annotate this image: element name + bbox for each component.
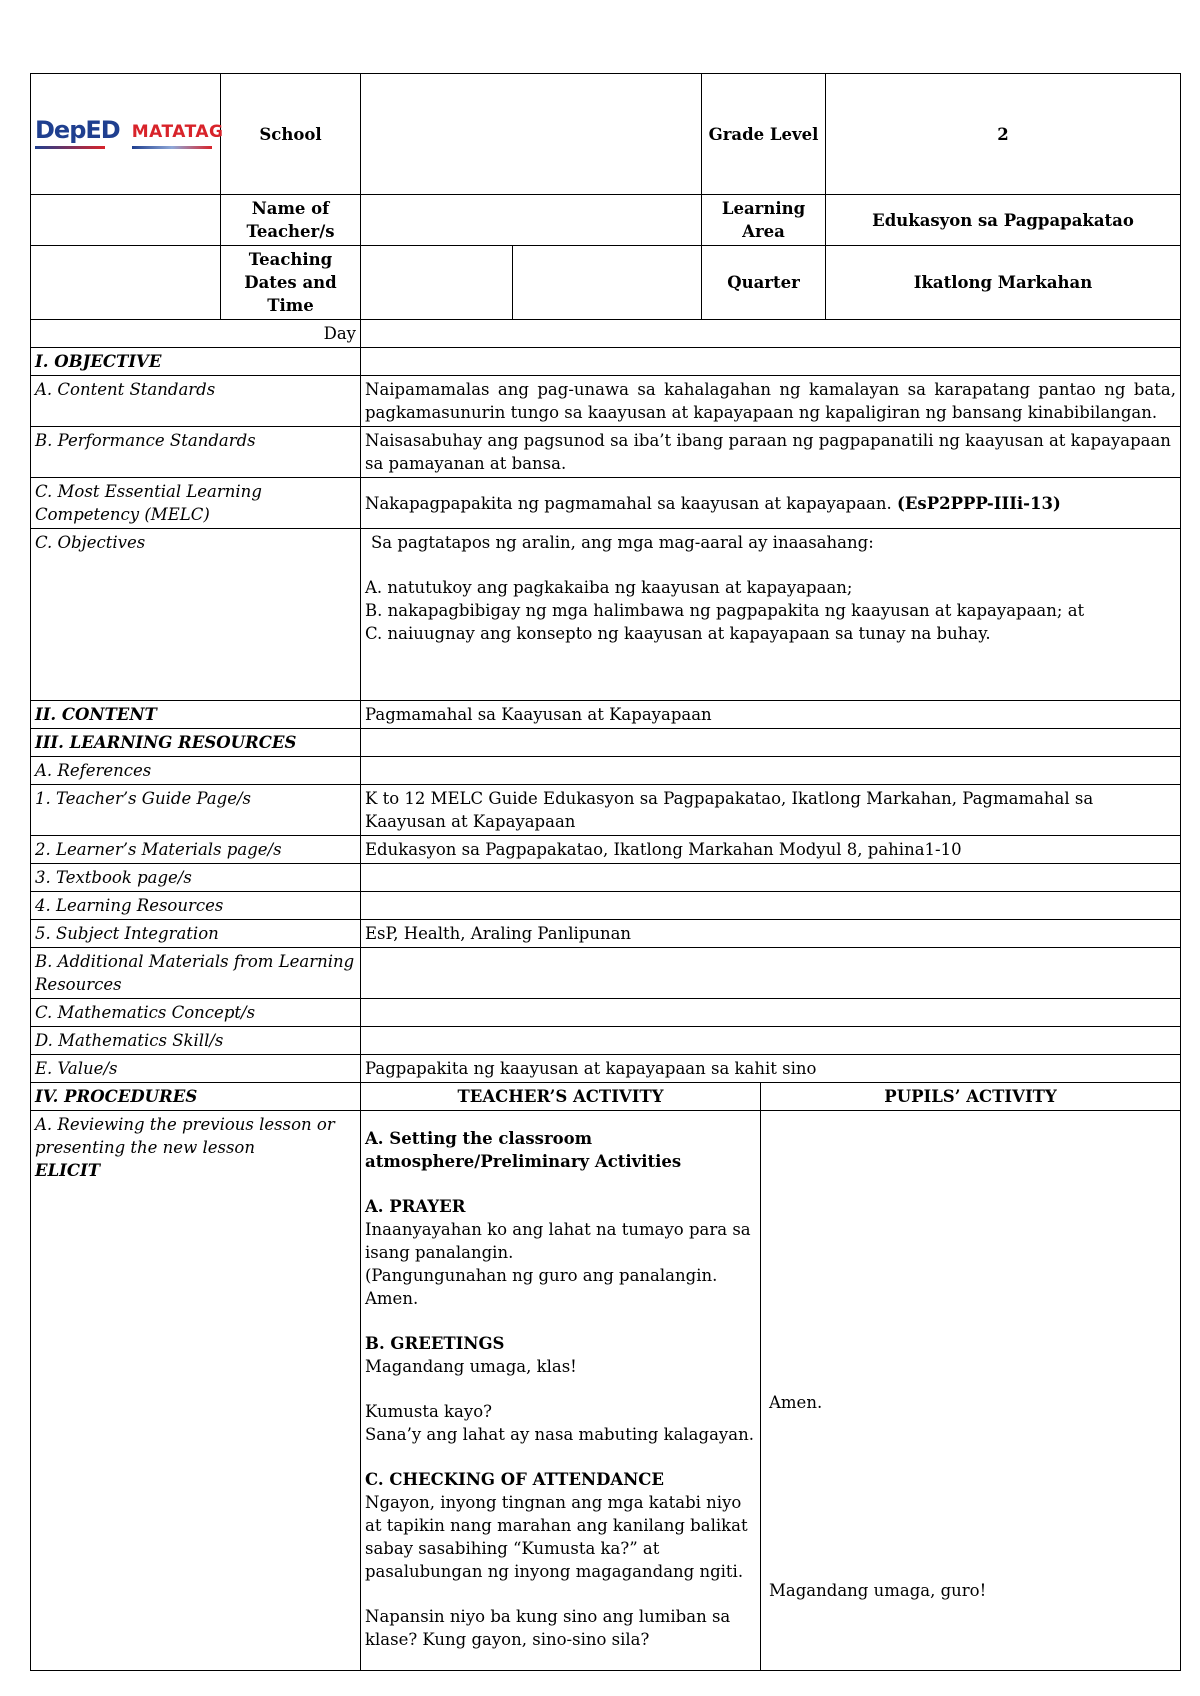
attendance-title: C. CHECKING OF ATTENDANCE [365,1470,664,1489]
greetings-line: Kumusta kayo? [365,1402,492,1421]
setting-title: A. Setting the classroom atmosphere/Preliminary Activities [365,1129,682,1171]
header-table [30,73,1181,320]
teacher-activity-cell [361,1111,761,1671]
dates-value-2[interactable] [513,246,702,320]
performance-standards-value: Naisasabuhay ang pagsunod sa iba’t ibang paraan ng pagpapanatili ng kaayusan at kapayapaan sa pamayanan at bansa. [361,427,1181,478]
main-table [30,319,1181,1671]
objective-item: C. naiuugnay ang konsepto ng kaayusan at kapayapaan sa tunay na buhay. [365,624,991,643]
empty-cell [361,864,1181,892]
step-description: A. Reviewing the previous lesson or presenting the new lesson [35,1115,335,1157]
melc-value [361,478,1181,529]
learning-area-label: Learning Area [702,195,826,246]
procedure-step-label [31,1111,361,1671]
quarter-value[interactable]: Ikatlong Markahan [826,246,1181,320]
pupil-response: Amen. [769,1393,823,1412]
school-label: School [221,74,361,195]
values-value: Pagpapakita ng kaayusan at kapayapaan sa kahit sino [361,1055,1181,1083]
objective-item: B. nakapagbibigay ng mga halimbawa ng pagpapakita ng kaayusan at kapayapaan; at [365,601,1085,620]
prayer-title: A. PRAYER [365,1197,466,1216]
dates-value-1[interactable] [361,246,513,320]
teachers-guide-value: K to 12 MELC Guide Edukasyon sa Pagpapakatao, Ikatlong Markahan, Pagmamahal sa Kaayusan at Kapayapaan [361,785,1181,836]
content-heading: II. CONTENT [31,701,361,729]
greetings-line: Magandang umaga, klas! [365,1357,577,1376]
subject-integration-label: 5. Subject Integration [31,920,361,948]
subject-integration-value: EsP, Health, Araling Panlipunan [361,920,1181,948]
content-standards-label: A. Content Standards [31,376,361,427]
day-value[interactable] [361,320,1181,348]
melc-code: (EsP2PPP-IIIi-13) [897,493,1061,513]
empty-cell [361,1027,1181,1055]
objectives-value [361,529,1181,701]
objective-heading: I. OBJECTIVE [31,348,361,376]
header-empty-cell [31,195,221,246]
greetings-title: B. GREETINGS [365,1334,505,1353]
references-label: A. References [31,757,361,785]
empty-cell [361,729,1181,757]
learning-resources-label: 4. Learning Resources [31,892,361,920]
attendance-text: Ngayon, inyong tingnan ang mga katabi niyo at tapikin nang marahan ang kanilang balikat sabay sasabihing “Kumusta ka?” at pasalubungan ng inyong magagandang ngiti. [365,1493,748,1581]
empty-cell [361,348,1181,376]
matatag-logo: MATATAG [131,121,224,142]
empty-cell [361,757,1181,785]
melc-label: C. Most Essential Learning Competency (MELC) [31,478,361,529]
quarter-label: Quarter [702,246,826,320]
objectives-intro: Sa pagtatapos ng aralin, ang mga mag-aaral ay inaasahang: [371,533,874,552]
math-concept-label: C. Mathematics Concept/s [31,999,361,1027]
day-label: Day [31,320,361,348]
lesson-plan-page [30,73,1180,1671]
performance-standards-label: B. Performance Standards [31,427,361,478]
additional-materials-label: B. Additional Materials from Learning Resources [31,948,361,999]
pupils-activity-header: PUPILS’ ACTIVITY [761,1083,1181,1111]
step-phase: ELICIT [35,1161,101,1180]
textbook-label: 3. Textbook page/s [31,864,361,892]
prayer-line: Amen. [365,1289,419,1308]
prayer-line: Inaanyayahan ko ang lahat na tumayo para sa isang panalangin. [365,1220,751,1262]
math-skill-label: D. Mathematics Skill/s [31,1027,361,1055]
grade-level-label: Grade Level [702,74,826,195]
teacher-activity-header: TEACHER’S ACTIVITY [361,1083,761,1111]
empty-cell [361,892,1181,920]
header-empty-cell [31,246,221,320]
teachers-guide-label: 1. Teacher’s Guide Page/s [31,785,361,836]
content-value: Pagmamahal sa Kaayusan at Kapayapaan [361,701,1181,729]
melc-text: Nakapagpapakita ng pagmamahal sa kaayusan at kapayapaan. [365,493,892,513]
values-label: E. Value/s [31,1055,361,1083]
pupil-response: Magandang umaga, guro! [769,1581,987,1600]
learners-materials-label: 2. Learner’s Materials page/s [31,836,361,864]
objective-item: A. natutukoy ang pagkakaiba ng kaayusan at kapayapaan; [365,578,853,597]
dates-label: Teaching Dates and Time [221,246,361,320]
greetings-line: Sana’y ang lahat ay nasa mabuting kalagayan. [365,1425,754,1444]
grade-level-value[interactable]: 2 [826,74,1181,195]
learners-materials-value: Edukasyon sa Pagpapakatao, Ikatlong Markahan Modyul 8, pahina1-10 [361,836,1181,864]
deped-logo: DepED [35,116,120,144]
empty-cell [361,948,1181,999]
school-value[interactable] [361,74,702,195]
teacher-value[interactable] [361,195,702,246]
teacher-label: Name of Teacher/s [221,195,361,246]
empty-cell [361,999,1181,1027]
pupils-activity-cell [761,1111,1181,1671]
deped-matatag-logo [35,116,224,149]
prayer-line: (Pangungunahan ng guro ang panalangin. [365,1266,718,1285]
learning-area-value[interactable]: Edukasyon sa Pagpapakatao [826,195,1181,246]
procedures-heading: IV. PROCEDURES [31,1083,361,1111]
content-standards-value: Naipamamalas ang pag-unawa sa kahalagahan ng kamalayan sa karapatang pantao ng bata, pagkamasunurin tungo sa kaayusan at kapayapaan ng kapaligiran ng bansang kinabibilangan. [361,376,1181,427]
attendance-question: Napansin niyo ba kung sino ang lumiban sa klase? Kung gayon, sino-sino sila? [365,1607,731,1649]
resources-heading: III. LEARNING RESOURCES [31,729,361,757]
logo-cell [31,74,224,195]
objectives-label: C. Objectives [31,529,361,701]
